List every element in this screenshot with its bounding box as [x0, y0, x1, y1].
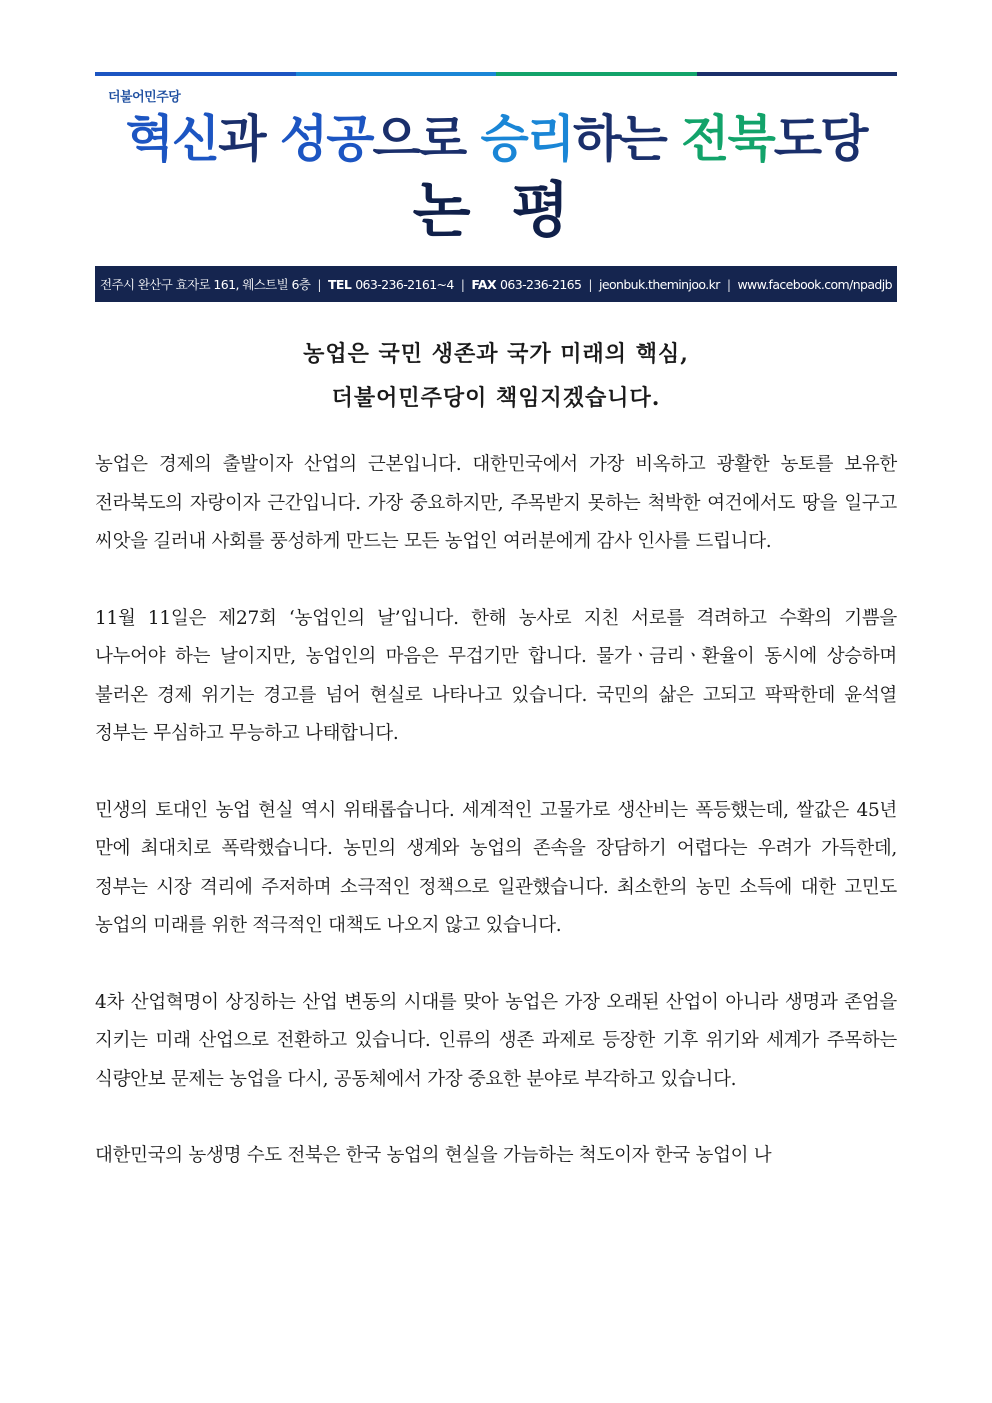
body-paragraph: 농업은 경제의 출발이자 산업의 근본입니다. 대한민국에서 가장 비옥하고 광활한 농토를 보유한 전라북도의 자랑이자 근간입니다. 가장 중요하지만, 주목받지 못하는 척박한 여건에서도 땅을 일구고 씨앗을 길러내 사회를 풍성하게 만드는 모든 농업인 여러분에게 감사 인사를 드립니다.: [95, 454, 897, 552]
contact-fax: 063-236-2165: [500, 276, 582, 292]
contact-separator: |: [460, 276, 465, 292]
rule-segment: [496, 72, 697, 76]
slogan-part: 성공: [279, 110, 373, 168]
body-paragraph: 4차 산업혁명이 상징하는 산업 변동의 시대를 맞아 농업은 가장 오래된 산업이 아니라 생명과 존엄을 지키는 미래 산업으로 전환하고 있습니다. 인류의 생존 과제로 등장한 기후 위기와 세계가 주목하는 식량안보 문제는 농업을 다시, 공동체에서 가장 중요한 분야로 부각하고 있습니다.: [95, 991, 897, 1090]
contact-tel: 063-236-2161~4: [355, 276, 454, 292]
contact-facebook-link[interactable]: www.facebook.com/npadjb: [737, 276, 892, 292]
body-paragraph: 대한민국의 농생명 수도 전북은 한국 농업의 현실을 가늠하는 척도이자 한국 농업이 나: [95, 1145, 772, 1166]
slogan-part: 과: [218, 110, 280, 168]
slogan-part: 전북: [681, 110, 774, 168]
fax-label: FAX: [471, 276, 497, 292]
contact-address: 전주시 완산구 효자로 161, 웨스트빌 6층: [100, 277, 311, 292]
tel-label: TEL: [327, 276, 352, 292]
header-color-rule: [95, 72, 897, 76]
rule-segment: [697, 72, 898, 76]
title-line-1: 농업은 국민 생존과 국가 미래의 핵심,: [303, 341, 689, 367]
contact-bar: [95, 266, 897, 302]
body-paragraph: 민생의 토대인 농업 현실 역시 위태롭습니다. 세계적인 고물가로 생산비는 폭등했는데, 쌀값은 45년 만에 최대치로 폭락했습니다. 농민의 생계와 농업의 존속을 장담하기 어렵다는 우려가 가득한데, 정부는 시장 격리에 주저하며 소극적인 정책으로 일관했습니다. 최소한의 농민 소득에 대한 고민도 농업의 미래를 위한 적극적인 대책도 나오지 않고 있습니다.: [95, 799, 897, 936]
title-line-2: 더불어민주당이 책임지겠습니다.: [331, 385, 661, 411]
rule-segment: [95, 72, 296, 76]
body-paragraph: 11월 11일은 제27회 ‘농업인의 날’입니다. 한해 농사로 지친 서로를 격려하고 수확의 기쁨을 나누어야 하는 날이지만, 농업인의 마음은 무겁기만 합니다. 물가ㆍ금리ㆍ환율이 동시에 상승하며 불러온 경제 위기는 경고를 넘어 현실로 나타나고 있습니다. 국민의 삶은 고되고 팍팍한데 윤석열 정부는 무심하고 무능하고 나태합니다.: [95, 607, 897, 744]
slogan-part: 도당: [773, 110, 867, 168]
slogan-part: 으로: [372, 110, 481, 168]
contact-separator: |: [726, 276, 731, 292]
slogan-banner: [95, 106, 897, 172]
contact-separator: |: [317, 276, 321, 292]
slogan-part: 하는: [573, 110, 682, 168]
contact-website-link[interactable]: jeonbuk.theminjoo.kr: [599, 276, 720, 292]
slogan-part: 혁신: [125, 110, 219, 168]
document-type-heading: 논 평: [412, 176, 580, 246]
rule-segment: [296, 72, 497, 76]
press-release-title: [95, 332, 897, 420]
slogan-part: 승리: [480, 110, 574, 168]
contact-separator: |: [588, 276, 593, 292]
body-text: [95, 446, 897, 1214]
party-logo-text: 더불어민주당: [108, 90, 181, 105]
